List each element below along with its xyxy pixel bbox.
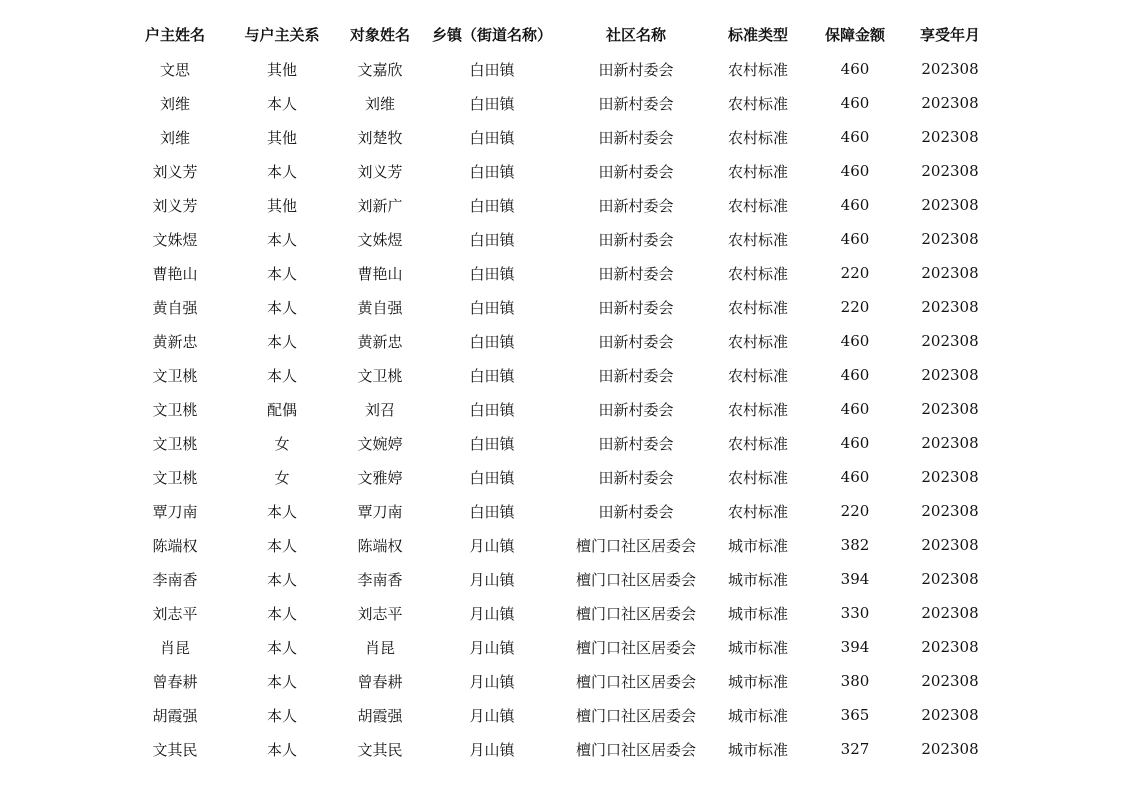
community-cell: 田新村委会 (598, 468, 674, 487)
household-head-cell: 文卫桃 (152, 400, 198, 419)
amount-cell: 330 (840, 604, 870, 622)
relation-cell: 本人 (266, 570, 297, 589)
recipient-name-cell: 李南香 (357, 570, 403, 589)
table-header-row (0, 16, 1122, 52)
standard-type-cell: 农村标准 (727, 128, 788, 147)
relation-cell: 本人 (266, 332, 297, 351)
standard-type-cell: 农村标准 (727, 196, 788, 215)
town-cell: 月山镇 (469, 570, 515, 589)
relation-cell: 本人 (266, 230, 297, 249)
amount-cell: 460 (840, 400, 870, 418)
period-cell: 202308 (921, 60, 979, 78)
standard-type-cell: 农村标准 (727, 264, 788, 283)
standard-type-cell: 农村标准 (727, 94, 788, 113)
community-cell: 檀门口社区居委会 (575, 536, 696, 555)
recipient-name-cell: 肖昆 (364, 638, 395, 657)
relation-cell: 本人 (266, 706, 297, 725)
header-community-name: 社区名称 (605, 25, 666, 44)
community-cell: 田新村委会 (598, 366, 674, 385)
standard-type-cell: 城市标准 (727, 740, 788, 759)
period-cell: 202308 (921, 162, 979, 180)
amount-cell: 460 (840, 94, 870, 112)
community-cell: 檀门口社区居委会 (575, 706, 696, 725)
table-row (0, 460, 1122, 494)
household-head-cell: 陈端权 (152, 536, 198, 555)
town-cell: 月山镇 (469, 706, 515, 725)
household-head-cell: 刘维 (159, 94, 190, 113)
town-cell: 白田镇 (469, 366, 515, 385)
recipient-name-cell: 文卫桃 (357, 366, 403, 385)
relation-cell: 本人 (266, 638, 297, 657)
household-head-cell: 黄新忠 (152, 332, 198, 351)
town-cell: 白田镇 (469, 60, 515, 79)
town-cell: 月山镇 (469, 740, 515, 759)
household-head-cell: 覃刀南 (152, 502, 198, 521)
period-cell: 202308 (921, 740, 979, 758)
relation-cell: 女 (274, 434, 290, 453)
period-cell: 202308 (921, 672, 979, 690)
household-head-cell: 文其民 (152, 740, 198, 759)
recipient-name-cell: 刘义芳 (357, 162, 403, 181)
period-cell: 202308 (921, 706, 979, 724)
relation-cell: 配偶 (266, 400, 297, 419)
recipient-name-cell: 胡霞强 (357, 706, 403, 725)
community-cell: 田新村委会 (598, 332, 674, 351)
table-row (0, 664, 1122, 698)
period-cell: 202308 (921, 604, 979, 622)
table-row (0, 120, 1122, 154)
household-head-cell: 文卫桃 (152, 468, 198, 487)
amount-cell: 220 (840, 298, 870, 316)
recipient-name-cell: 刘召 (364, 400, 395, 419)
standard-type-cell: 城市标准 (727, 604, 788, 623)
relation-cell: 本人 (266, 162, 297, 181)
recipient-name-cell: 曾春耕 (357, 672, 403, 691)
town-cell: 白田镇 (469, 196, 515, 215)
standard-type-cell: 农村标准 (727, 162, 788, 181)
recipient-name-cell: 文其民 (357, 740, 403, 759)
household-head-cell: 曹艳山 (152, 264, 198, 283)
table-row (0, 154, 1122, 188)
community-cell: 田新村委会 (598, 60, 674, 79)
recipient-name-cell: 刘楚牧 (357, 128, 403, 147)
household-head-cell: 文思 (159, 60, 190, 79)
amount-cell: 365 (840, 706, 870, 724)
household-head-cell: 黄自强 (152, 298, 198, 317)
relation-cell: 本人 (266, 366, 297, 385)
period-cell: 202308 (921, 400, 979, 418)
standard-type-cell: 农村标准 (727, 298, 788, 317)
relation-cell: 本人 (266, 264, 297, 283)
period-cell: 202308 (921, 264, 979, 282)
recipient-name-cell: 刘新广 (357, 196, 403, 215)
table-row (0, 494, 1122, 528)
recipient-name-cell: 刘志平 (357, 604, 403, 623)
household-head-cell: 刘义芳 (152, 162, 198, 181)
community-cell: 檀门口社区居委会 (575, 604, 696, 623)
relation-cell: 本人 (266, 502, 297, 521)
community-cell: 田新村委会 (598, 162, 674, 181)
amount-cell: 460 (840, 162, 870, 180)
amount-cell: 394 (840, 638, 870, 656)
community-cell: 田新村委会 (598, 230, 674, 249)
recipient-name-cell: 黄自强 (357, 298, 403, 317)
amount-cell: 460 (840, 230, 870, 248)
standard-type-cell: 农村标准 (727, 468, 788, 487)
header-recipient-name: 对象姓名 (349, 25, 410, 44)
community-cell: 田新村委会 (598, 298, 674, 317)
standard-type-cell: 农村标准 (727, 400, 788, 419)
amount-cell: 460 (840, 332, 870, 350)
town-cell: 白田镇 (469, 468, 515, 487)
amount-cell: 460 (840, 468, 870, 486)
standard-type-cell: 农村标准 (727, 502, 788, 521)
period-cell: 202308 (921, 468, 979, 486)
town-cell: 月山镇 (469, 672, 515, 691)
table-row (0, 732, 1122, 766)
town-cell: 白田镇 (469, 230, 515, 249)
table-row (0, 698, 1122, 732)
recipient-name-cell: 刘维 (364, 94, 395, 113)
town-cell: 月山镇 (469, 536, 515, 555)
amount-cell: 380 (840, 672, 870, 690)
period-cell: 202308 (921, 332, 979, 350)
period-cell: 202308 (921, 196, 979, 214)
standard-type-cell: 农村标准 (727, 434, 788, 453)
community-cell: 田新村委会 (598, 264, 674, 283)
recipient-name-cell: 曹艳山 (357, 264, 403, 283)
community-cell: 田新村委会 (598, 94, 674, 113)
community-cell: 檀门口社区居委会 (575, 740, 696, 759)
amount-cell: 460 (840, 60, 870, 78)
standard-type-cell: 农村标准 (727, 366, 788, 385)
table-row (0, 596, 1122, 630)
period-cell: 202308 (921, 502, 979, 520)
period-cell: 202308 (921, 298, 979, 316)
town-cell: 白田镇 (469, 400, 515, 419)
town-cell: 白田镇 (469, 434, 515, 453)
town-cell: 白田镇 (469, 502, 515, 521)
amount-cell: 327 (840, 740, 870, 758)
community-cell: 田新村委会 (598, 502, 674, 521)
header-period: 享受年月 (919, 25, 980, 44)
table-row (0, 324, 1122, 358)
table-row (0, 426, 1122, 460)
recipient-name-cell: 文婉婷 (357, 434, 403, 453)
table-row (0, 256, 1122, 290)
town-cell: 白田镇 (469, 94, 515, 113)
town-cell: 白田镇 (469, 128, 515, 147)
community-cell: 田新村委会 (598, 400, 674, 419)
standard-type-cell: 城市标准 (727, 570, 788, 589)
town-cell: 月山镇 (469, 604, 515, 623)
assistance-table (0, 16, 1122, 766)
household-head-cell: 文卫桃 (152, 434, 198, 453)
header-amount: 保障金额 (824, 25, 885, 44)
table-row (0, 188, 1122, 222)
recipient-name-cell: 文嘉欣 (357, 60, 403, 79)
table-row (0, 562, 1122, 596)
town-cell: 白田镇 (469, 162, 515, 181)
standard-type-cell: 农村标准 (727, 230, 788, 249)
period-cell: 202308 (921, 366, 979, 384)
household-head-cell: 刘志平 (152, 604, 198, 623)
table-row (0, 528, 1122, 562)
standard-type-cell: 城市标准 (727, 638, 788, 657)
period-cell: 202308 (921, 638, 979, 656)
standard-type-cell: 农村标准 (727, 332, 788, 351)
standard-type-cell: 城市标准 (727, 672, 788, 691)
household-head-cell: 李南香 (152, 570, 198, 589)
town-cell: 月山镇 (469, 638, 515, 657)
table-row (0, 630, 1122, 664)
recipient-name-cell: 陈端权 (357, 536, 403, 555)
household-head-cell: 刘义芳 (152, 196, 198, 215)
relation-cell: 其他 (266, 196, 297, 215)
household-head-cell: 文卫桃 (152, 366, 198, 385)
relation-cell: 本人 (266, 298, 297, 317)
community-cell: 檀门口社区居委会 (575, 638, 696, 657)
header-relation-to-head: 与户主关系 (244, 25, 320, 44)
relation-cell: 本人 (266, 94, 297, 113)
relation-cell: 女 (274, 468, 290, 487)
table-row (0, 86, 1122, 120)
community-cell: 田新村委会 (598, 196, 674, 215)
header-standard-type: 标准类型 (727, 25, 788, 44)
period-cell: 202308 (921, 434, 979, 452)
amount-cell: 394 (840, 570, 870, 588)
community-cell: 檀门口社区居委会 (575, 672, 696, 691)
amount-cell: 220 (840, 264, 870, 282)
standard-type-cell: 城市标准 (727, 536, 788, 555)
community-cell: 田新村委会 (598, 128, 674, 147)
table-row (0, 290, 1122, 324)
table-row (0, 392, 1122, 426)
town-cell: 白田镇 (469, 332, 515, 351)
table-row (0, 52, 1122, 86)
relation-cell: 其他 (266, 60, 297, 79)
amount-cell: 460 (840, 128, 870, 146)
amount-cell: 220 (840, 502, 870, 520)
town-cell: 白田镇 (469, 264, 515, 283)
amount-cell: 382 (840, 536, 870, 554)
household-head-cell: 文姝煜 (152, 230, 198, 249)
recipient-name-cell: 文姝煜 (357, 230, 403, 249)
standard-type-cell: 农村标准 (727, 60, 788, 79)
header-town: 乡镇（街道名称） (431, 25, 552, 44)
recipient-name-cell: 黄新忠 (357, 332, 403, 351)
standard-type-cell: 城市标准 (727, 706, 788, 725)
community-cell: 檀门口社区居委会 (575, 570, 696, 589)
period-cell: 202308 (921, 570, 979, 588)
recipient-name-cell: 文雅婷 (357, 468, 403, 487)
table-body (0, 52, 1122, 766)
household-head-cell: 胡霞强 (152, 706, 198, 725)
period-cell: 202308 (921, 230, 979, 248)
relation-cell: 本人 (266, 740, 297, 759)
table-row (0, 222, 1122, 256)
relation-cell: 本人 (266, 604, 297, 623)
table-row (0, 358, 1122, 392)
period-cell: 202308 (921, 94, 979, 112)
community-cell: 田新村委会 (598, 434, 674, 453)
relation-cell: 本人 (266, 536, 297, 555)
household-head-cell: 曾春耕 (152, 672, 198, 691)
amount-cell: 460 (840, 366, 870, 384)
town-cell: 白田镇 (469, 298, 515, 317)
relation-cell: 本人 (266, 672, 297, 691)
recipient-name-cell: 覃刀南 (357, 502, 403, 521)
household-head-cell: 刘维 (159, 128, 190, 147)
period-cell: 202308 (921, 128, 979, 146)
amount-cell: 460 (840, 196, 870, 214)
header-household-head-name: 户主姓名 (144, 25, 205, 44)
household-head-cell: 肖昆 (159, 638, 190, 657)
relation-cell: 其他 (266, 128, 297, 147)
period-cell: 202308 (921, 536, 979, 554)
amount-cell: 460 (840, 434, 870, 452)
